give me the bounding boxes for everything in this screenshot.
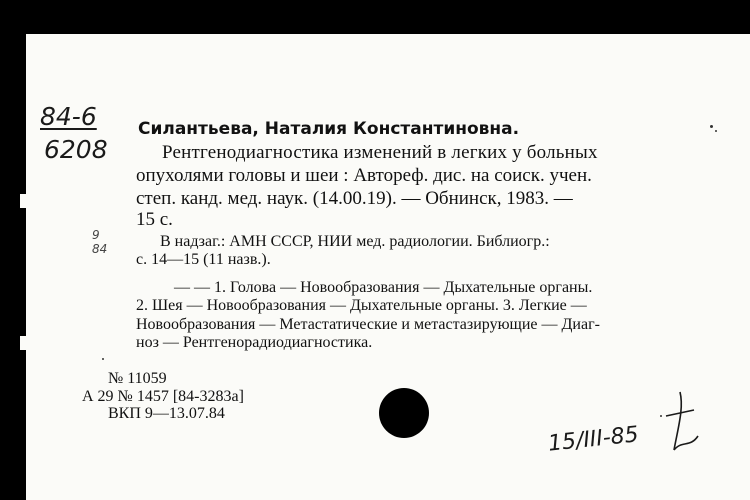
- call-number-line2: 6208: [44, 135, 108, 164]
- notes-line: В надзаг.: АМН СССР, НИИ мед. радиологии. Библиогр.:: [160, 233, 550, 250]
- subjects-line: — — 1. Голова — Новообразования — Дыхательные органы.: [174, 279, 593, 296]
- notes-line: с. 14—15 (11 назв.).: [136, 251, 271, 268]
- call-number-line1: 84-6: [40, 102, 97, 131]
- handwritten-date: 15/III-85: [546, 422, 640, 457]
- speck: [710, 125, 713, 128]
- margin-note: 9 84: [92, 228, 108, 256]
- title-line: Рентгенодиагностика изменений в легких у больных: [162, 142, 598, 163]
- subjects-line: 2. Шея — Новообразования — Дыхательные органы. 3. Легкие —: [136, 297, 587, 314]
- record-code: А 29 № 1457 [84-3283а]: [82, 388, 244, 405]
- speck: [660, 415, 662, 417]
- card-edge-mark: [20, 194, 27, 208]
- title-line: опухолями головы и шеи : Автореф. дис. на соиск. учен.: [136, 165, 592, 186]
- record-vkp: ВКП 9—13.07.84: [108, 405, 225, 422]
- record-number: № 11059: [108, 370, 167, 387]
- subjects-line: Новообразования — Метастатические и метастазирующие — Диаг-: [136, 316, 600, 333]
- card-edge-mark: [20, 336, 27, 350]
- subjects-line: ноз — Рентгенорадиодиагностика.: [136, 334, 373, 351]
- speck: [102, 358, 104, 360]
- author-heading: Силантьева, Наталия Константиновна.: [138, 119, 520, 139]
- handwritten-flourish: [660, 388, 710, 458]
- speck: [715, 130, 717, 132]
- title-line: 15 с.: [136, 209, 173, 230]
- title-line: степ. канд. мед. наук. (14.00.19). — Обнинск, 1983. —: [136, 188, 573, 209]
- card-punch-hole: [379, 388, 429, 438]
